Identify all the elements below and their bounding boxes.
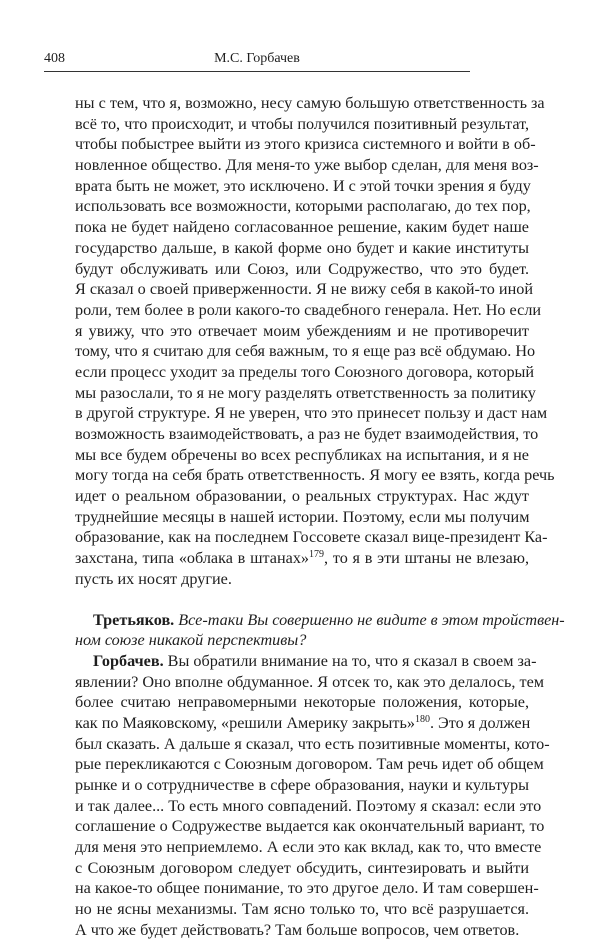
text-line: в другой структуре. Я не уверен, что это принесет пользу и даст нам (75, 404, 548, 423)
text-line: с Союзным договором следует обсудить, синтезировать и выйти (75, 858, 529, 877)
text-line: рынке и о сотрудничестве в сфере образования, науки и культуры (75, 776, 529, 794)
text-line: рые перекликаются с Союзным договором. Там речь идет об общем (75, 755, 544, 774)
text-line (75, 630, 529, 651)
text-span: , то я в эти штаны не влезаю, (324, 549, 529, 568)
text-line: и так далее... То есть много совпадений. Поэтому я сказал: если это (75, 796, 542, 815)
text-line: чтобы побыстрее выйти из этого кризиса системного и войти в об- (75, 135, 536, 154)
page-header (44, 45, 470, 71)
text-line: явлении? Оно вполне обдуманное. Я отсек то, как это делалось, тем (75, 672, 545, 691)
paragraph-gorbachev-monologue (75, 93, 555, 590)
text-line: ны с тем, что я, возможно, несу самую большую ответственность за (75, 94, 545, 112)
header-rule (44, 71, 470, 72)
paragraph-gap (75, 590, 529, 610)
text-line: использовать все возможности, которыми располагаю, до тех пор, (75, 197, 531, 216)
text-line: роли, тем более в роли какого-то свадебного генерала. Нет. Но если (75, 300, 542, 319)
text-line: возможность взаимодействовать, а раз не будет взаимодействия, то (75, 425, 539, 443)
text-line: я увижу, что это отвечает моим убеждениям и не противоречит (75, 321, 529, 340)
text-line (75, 651, 537, 672)
text-line: будут обслуживать или Союз, или Содружество, что это будет. (75, 259, 529, 278)
text-line: мы разослали, то я не могу разделять ответственность за политику (75, 383, 536, 402)
text-line: более считаю неправомерными некоторые положения, которые, (75, 693, 529, 712)
text-line: если процесс уходит за пределы того Союзного договора, который (75, 362, 535, 381)
text-line: пусть их носят другие. (75, 569, 232, 588)
text-line: но не ясны механизмы. Там ясно только то, что всё разрушается. (75, 900, 529, 919)
text-line: для меня это неприемлемо. А если это как вклад, как то, что вместе (75, 838, 542, 857)
footnote-ref-180[interactable]: 180 (414, 713, 430, 725)
text-line: государство дальше, в какой форме оно будет и какие институты (75, 238, 529, 257)
question-text: ном союзе никакой перспективы? (75, 631, 307, 650)
text-line: врата быть не может, это исключено. И с этой точки зрения я буду (75, 176, 531, 195)
text-line: мы все будем обречены во всех республиках на испытания, и я не (75, 445, 529, 464)
text-line: труднейшие месяцы в нашей истории. Поэтому, если мы получим (75, 507, 530, 526)
text-line: всё то, что происходит, и чтобы получился позитивный результат, (75, 114, 529, 133)
text-span: Вы обратили внимание на то, что я сказал в своем за- (167, 651, 537, 670)
text-line: Я сказал о своей приверженности. Я не вижу себя в какой-то иной (75, 280, 533, 299)
text-line (75, 548, 529, 569)
answer-gorbachev (75, 651, 550, 941)
text-line (75, 610, 565, 631)
text-span: . Это я должен (429, 713, 531, 732)
text-line: пока не будет найдено согласованное решение, каким будет наше (75, 218, 529, 237)
text-line: А что же будет действовать? Там больше вопросов, чем ответов. (75, 920, 520, 939)
question-text: Все-таки Вы совершенно не видите в этом тройствен- (178, 610, 565, 629)
text-line: тому, что я считаю для себя важным, то я еще раз всё обдумаю. Но (75, 342, 536, 361)
running-title: М.С. Горбачев (214, 51, 300, 66)
footnote-ref-179[interactable]: 179 (309, 549, 325, 561)
text-line: могу тогда на себя брать ответственность. Я могу ее взять, когда речь (75, 466, 555, 485)
text-line: на какое-то общее понимание, то это другое дело. И там совершен- (75, 879, 539, 898)
text-line (75, 713, 529, 734)
text-line: образование, как на последнем Госсовете сказал вице-президент Ка- (75, 528, 548, 547)
page-body (75, 93, 565, 941)
speaker-name: Третьяков. (93, 610, 175, 629)
text-line: был сказать. А дальше я сказал, что есть позитивные моменты, кото- (75, 734, 550, 753)
page-number: 408 (44, 51, 65, 66)
question-tretyakov (75, 610, 565, 651)
text-line: новленное общество. Для меня-то уже выбор сделан, для меня воз- (75, 156, 539, 175)
text-line: соглашение о Содружестве выдается как окончательный вариант, то (75, 817, 545, 836)
text-span: как по Маяковскому, «решили Америку закрыть» (75, 713, 415, 732)
text-span: захстана, типа «облака в штанах» (75, 549, 310, 568)
speaker-name: Горбачев. (93, 651, 164, 670)
text-line: идет о реальном образовании, о реальных структурах. Нас ждут (75, 487, 529, 506)
